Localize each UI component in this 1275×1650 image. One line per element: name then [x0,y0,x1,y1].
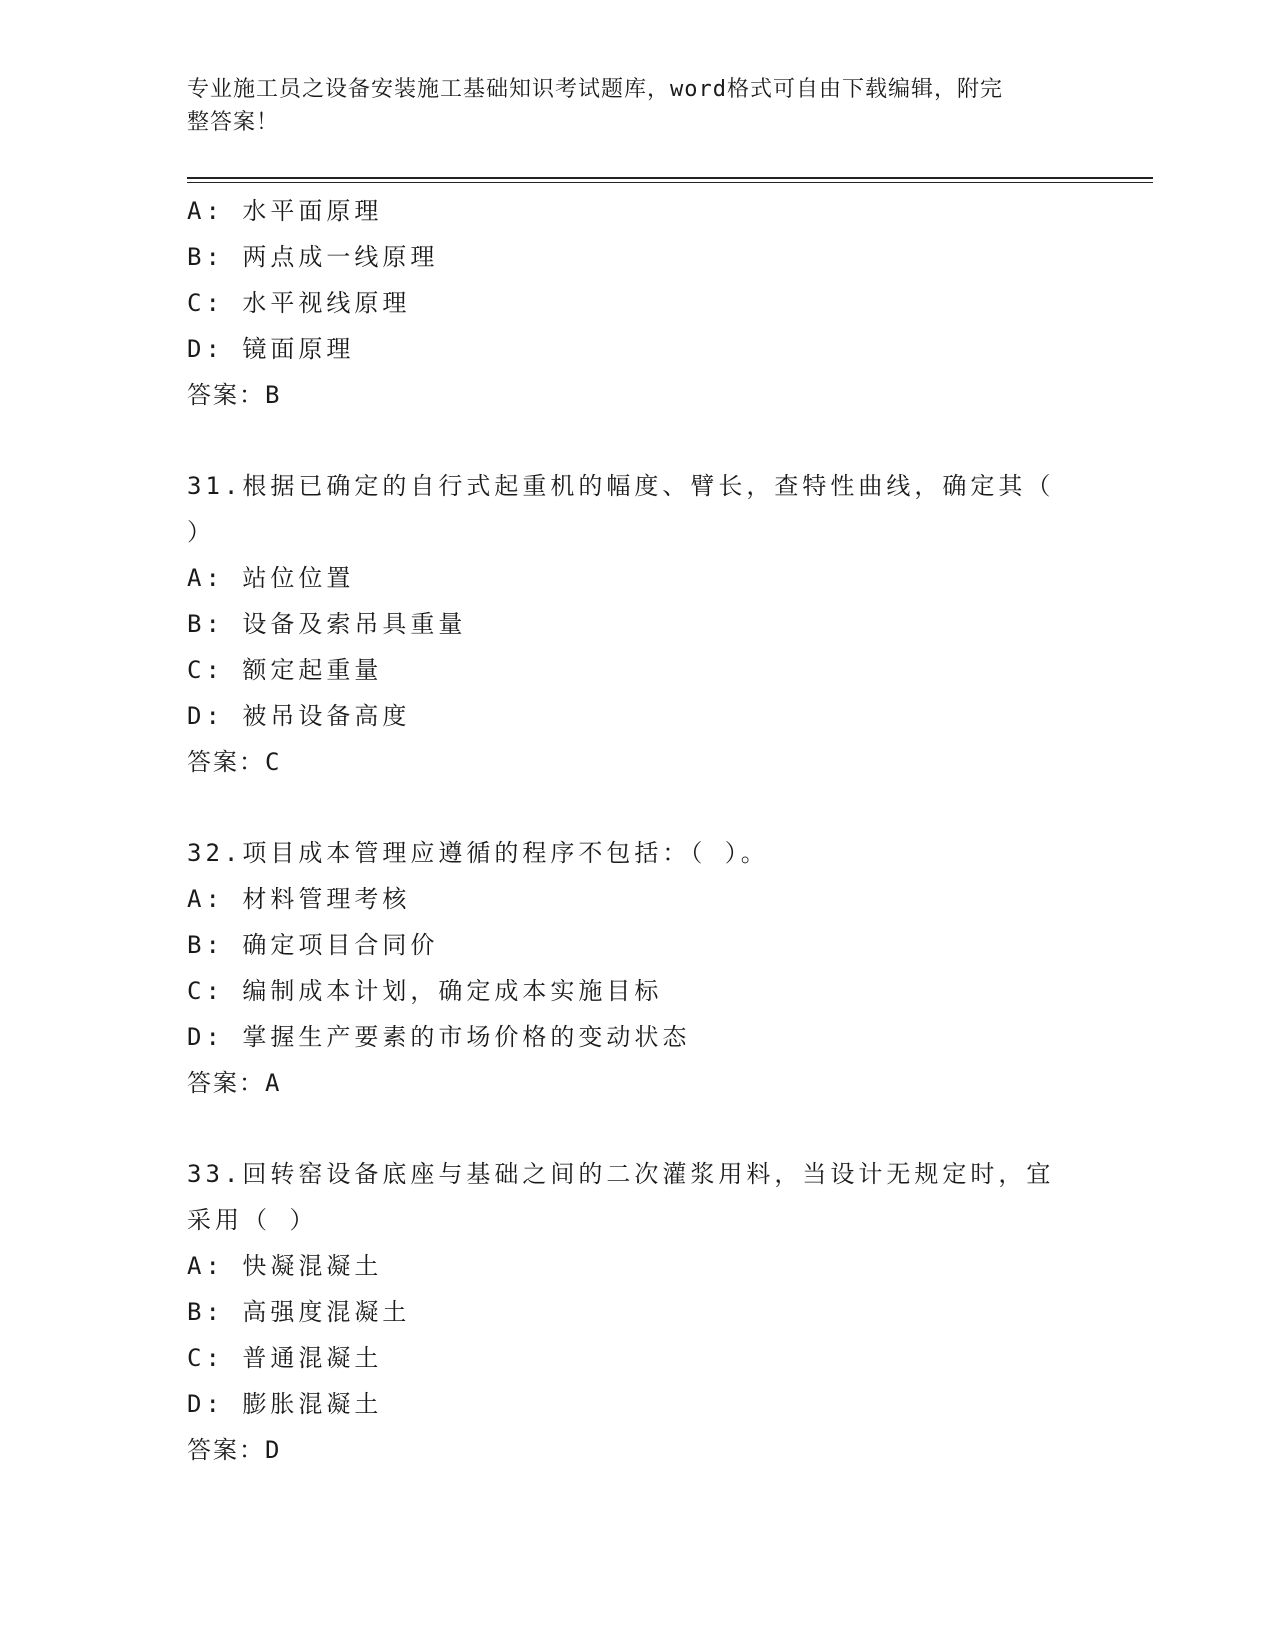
option-d: D: 被吊设备高度 [187,702,411,730]
answer-line: 答案：D [187,1436,282,1464]
option-a: A: 材料管理考核 [187,885,411,913]
question-text: 31.根据已确定的自行式起重机的幅度、臂长，查特性曲线，确定其（ [187,472,1055,500]
question-block-31 [187,463,1087,785]
option-d: D: 膨胀混凝土 [187,1390,383,1418]
document-body [187,188,1087,1473]
question-block-33 [187,1151,1087,1473]
option-b: B: 设备及索吊具重量 [187,610,467,638]
answer-line: 答案：A [187,1069,282,1097]
option-d: D: 掌握生产要素的市场价格的变动状态 [187,1023,691,1051]
question-block-32 [187,830,1087,1106]
question-text-continued: ） [187,518,215,546]
document-header [187,73,1067,139]
question-text: 32.项目成本管理应遵循的程序不包括：（ ）。 [187,839,769,867]
option-d: D: 镜面原理 [187,335,355,363]
option-b: B: 高强度混凝土 [187,1298,411,1326]
option-a: A: 快凝混凝土 [187,1252,383,1280]
option-c: C: 普通混凝土 [187,1344,383,1372]
question-block-30 [187,188,1087,418]
option-c: C: 额定起重量 [187,656,383,684]
option-b: B: 两点成一线原理 [187,243,439,271]
question-text: 33.回转窑设备底座与基础之间的二次灌浆用料，当设计无规定时，宜 [187,1160,1055,1188]
answer-line: 答案：B [187,381,282,409]
option-a: A: 水平面原理 [187,197,383,225]
option-c: C: 水平视线原理 [187,289,411,317]
question-text-continued: 采用（ ） [187,1206,318,1234]
answer-line: 答案：C [187,748,282,776]
option-a: A: 站位位置 [187,564,355,592]
header-line-1: 专业施工员之设备安装施工基础知识考试题库，word格式可自由下载编辑，附完 [187,77,1003,102]
option-b: B: 确定项目合同价 [187,931,439,959]
option-c: C: 编制成本计划，确定成本实施目标 [187,977,663,1005]
header-line-2: 整答案！ [187,110,280,135]
header-divider-thick [187,177,1153,179]
header-divider-thin [187,182,1153,183]
